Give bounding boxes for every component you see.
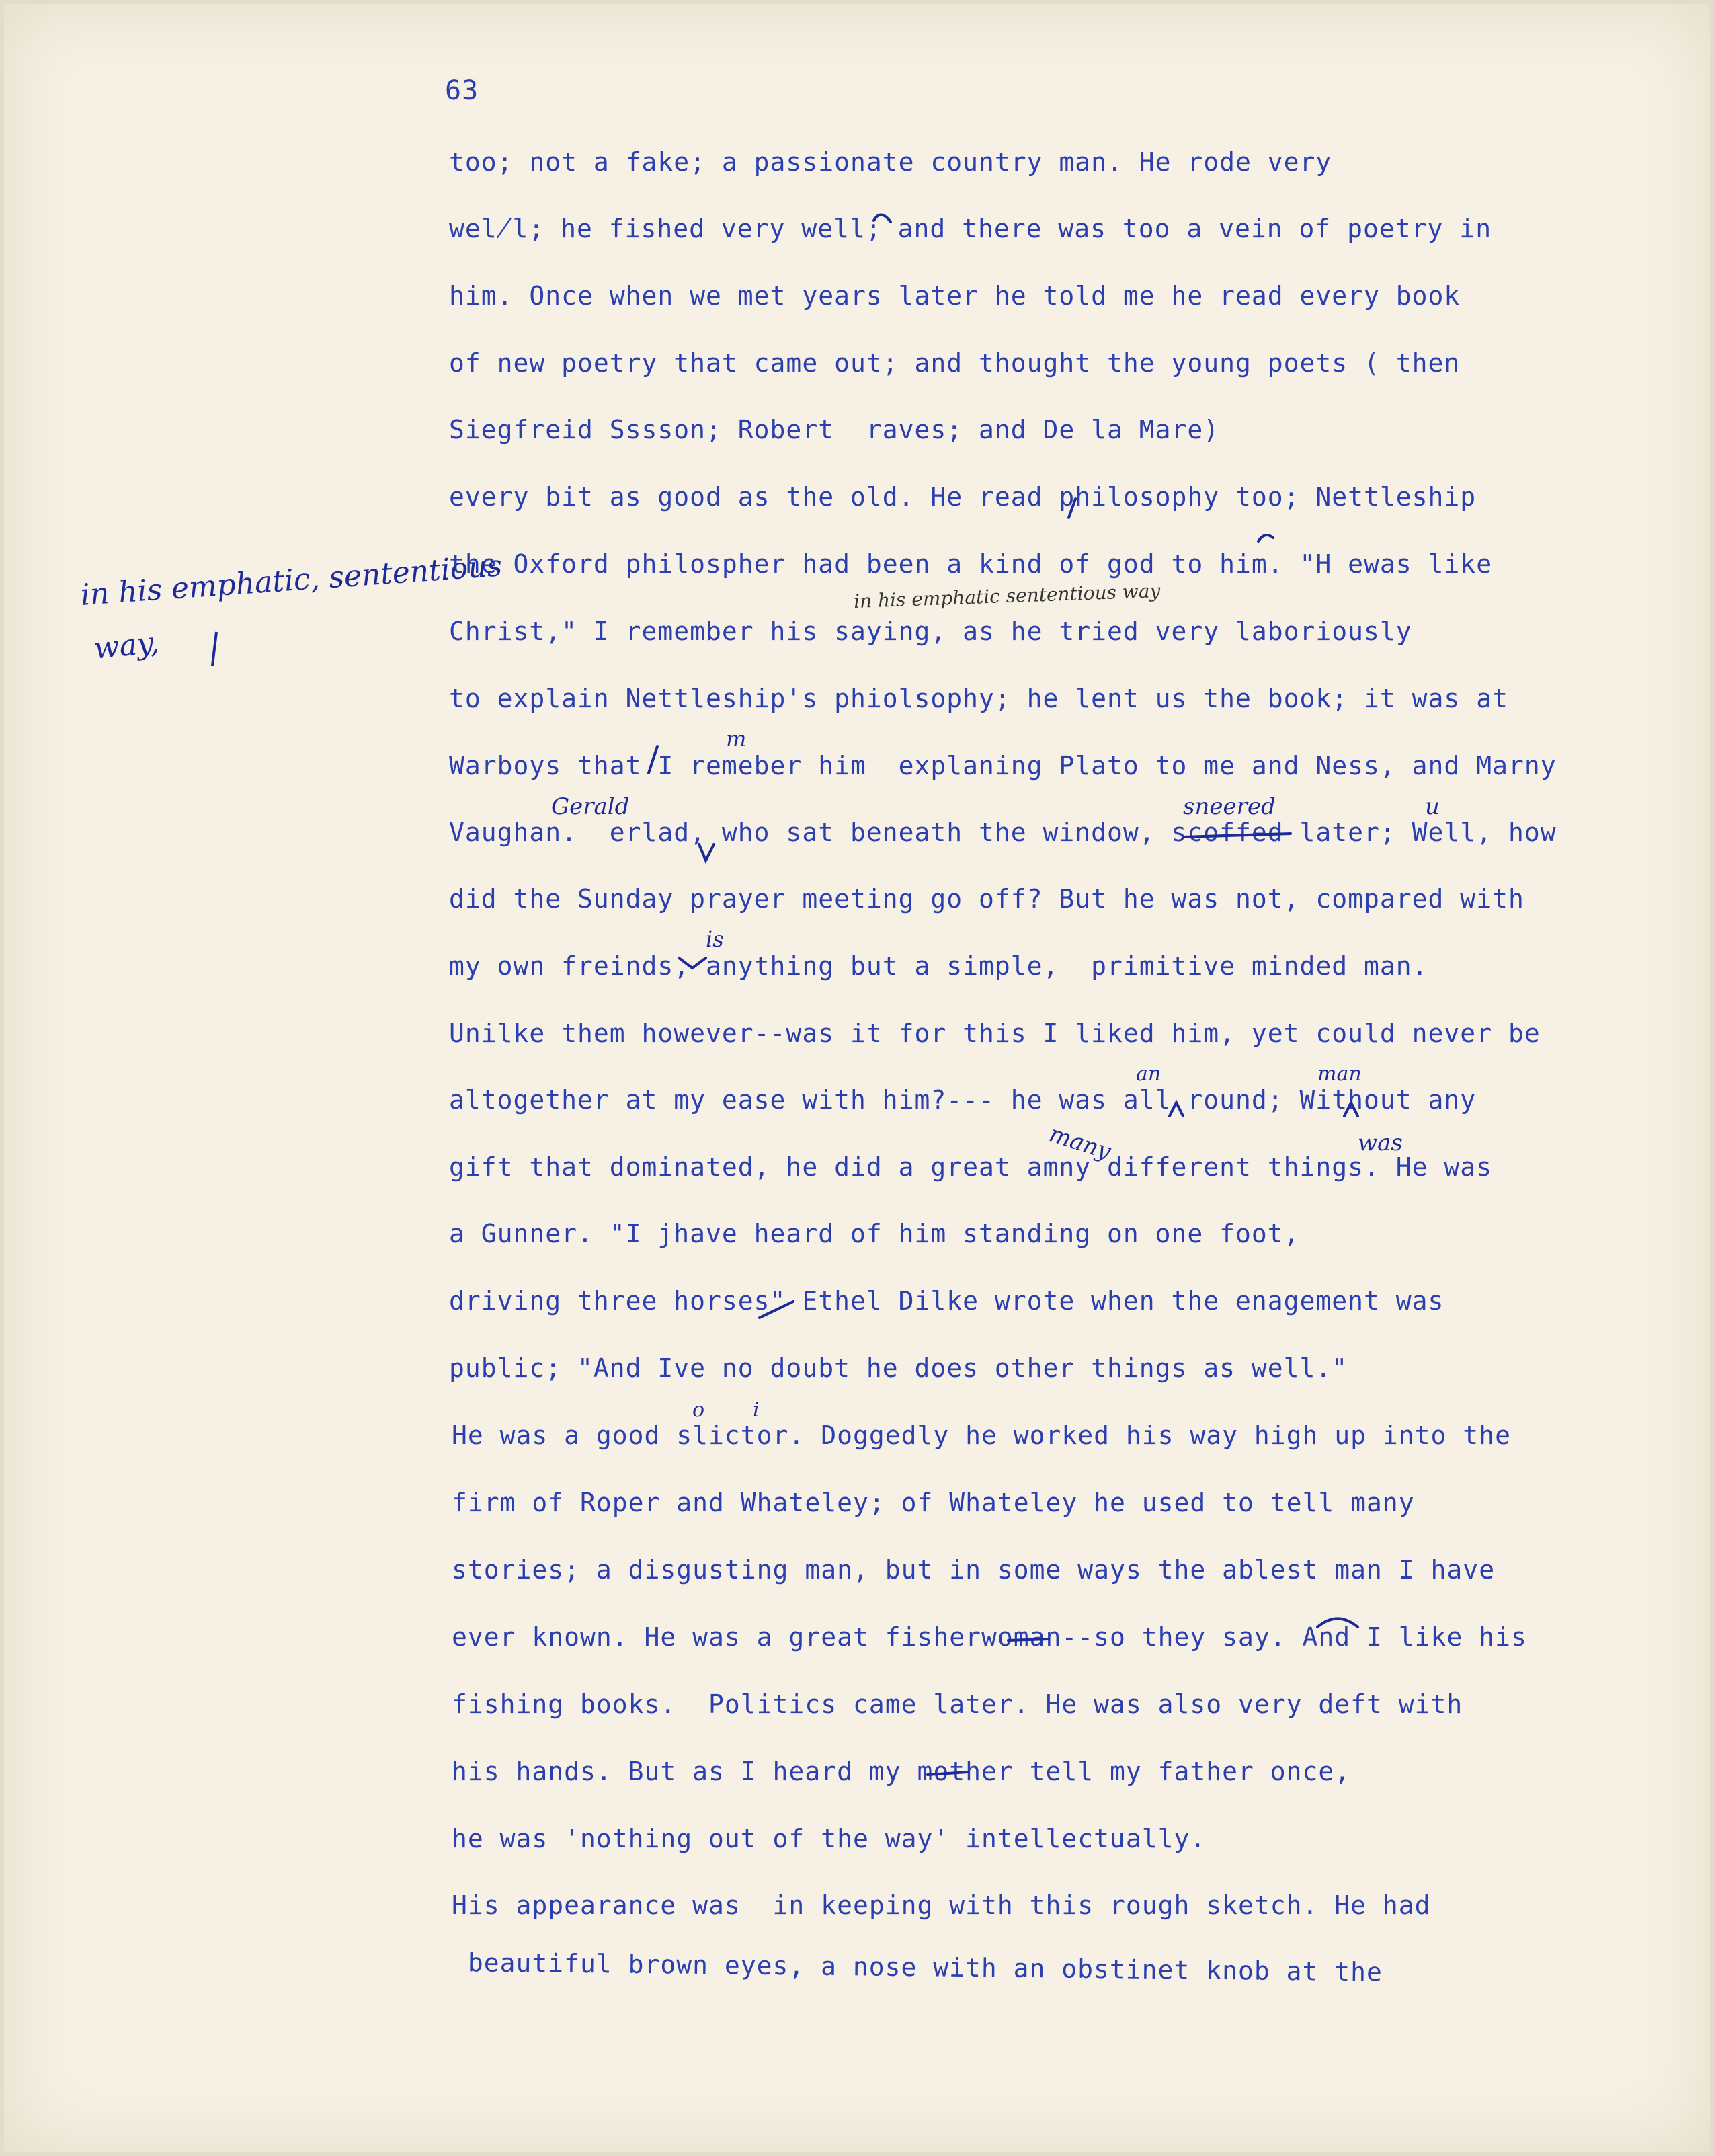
typed-line-15: altogether at my ease with him?--- he was all round; Without any	[449, 1085, 1477, 1115]
typed-line-04: of new poetry that came out; and thought the young poets ( then	[449, 348, 1461, 378]
typed-line-27: His appearance was in keeping with this rough sketch. He had	[452, 1890, 1431, 1920]
typed-line-16: gift that dominated, he did a great amny different things. He was	[449, 1152, 1493, 1182]
insert-solicitor-o: o	[692, 1398, 705, 1422]
typed-line-26: he was 'nothing out of the way' intellectually.	[452, 1824, 1207, 1853]
margin-note-line1: in his emphatic, sententious	[79, 549, 503, 612]
insert-gerald: Gerald	[551, 793, 630, 820]
typed-line-25: his hands. But as I heard my mother tell my father once,	[452, 1757, 1351, 1786]
insert-remember-m: m	[726, 726, 747, 752]
typed-line-12: did the Sunday prayer meeting go off? But he was not, compared with	[449, 884, 1524, 914]
typed-line-09: to explain Nettleship's phiolsophy; he lent us the book; it was at	[449, 684, 1508, 713]
typed-line-17: a Gunner. "I jhave heard of him standing on one foot,	[449, 1219, 1300, 1248]
insert-is: is	[706, 926, 724, 952]
insert-an: an	[1136, 1062, 1161, 1086]
typed-line-14: Unilke them however--was it for this I liked him, yet could never be	[449, 1019, 1541, 1048]
typed-line-28: beautiful brown eyes, a nose with an obstinet knob at the	[451, 1948, 1383, 1987]
interlinear-above-christ: in his emphatic sententious way	[853, 580, 1161, 612]
typed-line-02: wel̸l; he fished very well; and there was too a vein of poetry in	[449, 214, 1492, 243]
typed-line-01: too; not a fake; a passionate country man. He rode very	[449, 147, 1332, 177]
typed-line-24: fishing books. Politics came later. He was also very deft with	[452, 1689, 1463, 1719]
typed-line-20: He was a good slictor. Doggedly he worked his way high up into the	[452, 1421, 1511, 1450]
margin-note-line2: way,	[92, 625, 161, 666]
typed-line-05: Siegfreid Sssson; Robert raves; and De la Mare)	[449, 415, 1220, 444]
typed-line-07: the Oxford philospher had been a kind of god to him. "H ewas like	[449, 549, 1493, 579]
typed-line-03: him. Once when we met years later he told me he read every book	[449, 281, 1461, 311]
typed-line-06: every bit as good as the old. He read philosophy too; Nettleship	[449, 482, 1477, 512]
insert-scoffed-fix: u	[1425, 793, 1440, 820]
typed-line-22: stories; a disgusting man, but in some ways the ablest man I have	[452, 1555, 1496, 1585]
typed-line-11: Vaughan. erlad, who sat beneath the window, scoffed later; Well, how	[449, 817, 1557, 847]
typed-line-10: Warboys that I remeber him explaning Plato to me and Ness, and Marny	[449, 751, 1557, 781]
typed-line-21: firm of Roper and Whateley; of Whateley he used to tell many	[452, 1488, 1415, 1517]
typed-line-08: Christ," I remember his saying, as he tried very laboriously	[449, 616, 1412, 646]
typed-line-19: public; "And Ive no doubt he does other things as well."	[449, 1353, 1348, 1383]
insert-solicitor-i: i	[753, 1398, 760, 1422]
typed-line-13: my own freinds, anything but a simple, primitive minded man.	[449, 951, 1428, 981]
insert-sneered: sneered	[1183, 793, 1276, 820]
page-number: 63	[445, 75, 479, 106]
insert-was: was	[1358, 1129, 1403, 1156]
typed-line-23: ever known. He was a great fisherwoman--so they say. And I like his	[452, 1622, 1527, 1652]
typed-line-18: driving three horses" Ethel Dilke wrote when the enagement was	[449, 1286, 1444, 1316]
insert-many: many	[1046, 1120, 1114, 1166]
insert-man: man	[1317, 1062, 1362, 1086]
